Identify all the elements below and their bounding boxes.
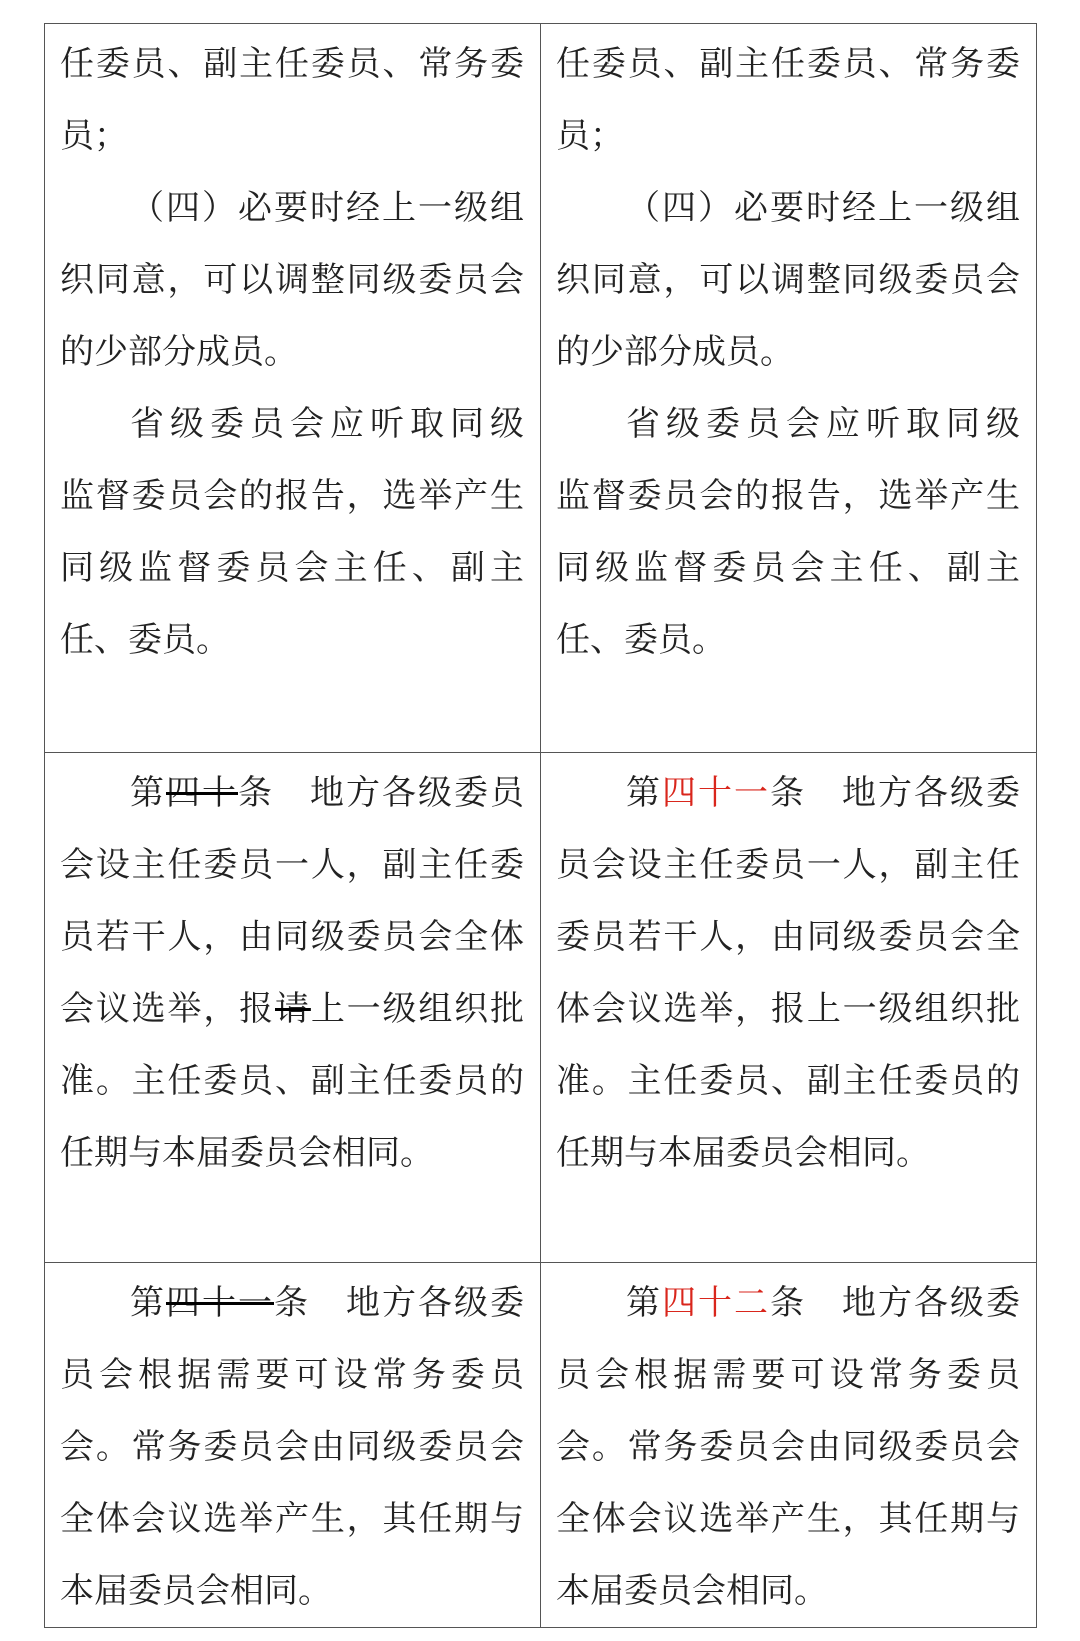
text-line bbox=[556, 604, 1020, 676]
text-segment: 省级委员会应听取同级 bbox=[130, 404, 524, 444]
text-segment: 任、委员。 bbox=[60, 620, 230, 660]
text-segment: 会。常务委员会由同级委员会 bbox=[556, 1427, 1020, 1467]
text-line bbox=[60, 460, 524, 532]
original-text-cell bbox=[45, 753, 541, 1263]
text-line bbox=[60, 1267, 524, 1339]
text-line bbox=[556, 316, 1020, 388]
text-segment: 体会议选举，报上一级组织批 bbox=[556, 989, 1020, 1029]
text-segment: 第 bbox=[130, 1283, 166, 1323]
text-segment: 条 地方各级委 bbox=[274, 1283, 524, 1323]
text-line bbox=[60, 244, 524, 316]
text-line bbox=[556, 1555, 1020, 1627]
text-line bbox=[60, 28, 524, 100]
text-line bbox=[556, 1339, 1020, 1411]
text-segment: 的少部分成员。 bbox=[60, 332, 298, 372]
text-segment: 监督委员会的报告，选举产生 bbox=[556, 476, 1020, 516]
text-line bbox=[60, 1555, 524, 1627]
text-line bbox=[60, 757, 524, 829]
text-segment: 全体会议选举产生，其任期与 bbox=[60, 1499, 524, 1539]
text-segment: 任、委员。 bbox=[556, 620, 726, 660]
text-line bbox=[60, 532, 524, 604]
deleted-text: 四十 bbox=[166, 773, 238, 813]
text-line bbox=[60, 973, 524, 1045]
text-segment: 会设主任委员一人，副主任委 bbox=[60, 845, 524, 885]
text-segment: 任委员、副主任委员、常务委 bbox=[556, 44, 1020, 84]
text-line bbox=[556, 901, 1020, 973]
table-row bbox=[45, 753, 1037, 1263]
text-segment: 员会设主任委员一人，副主任 bbox=[556, 845, 1020, 885]
text-line bbox=[556, 1117, 1020, 1189]
text-line bbox=[60, 1411, 524, 1483]
text-line bbox=[556, 757, 1020, 829]
text-segment: （四）必要时经上一级组 bbox=[130, 188, 524, 228]
text-segment: 织同意，可以调整同级委员会 bbox=[556, 260, 1020, 300]
text-segment: 条 地方各级委 bbox=[770, 773, 1020, 813]
text-segment: 本届委员会相同。 bbox=[60, 1571, 332, 1611]
text-segment: 条 地方各级委员 bbox=[238, 773, 524, 813]
text-segment: （四）必要时经上一级组 bbox=[626, 188, 1020, 228]
text-line bbox=[60, 316, 524, 388]
text-line bbox=[60, 388, 524, 460]
text-line bbox=[60, 1117, 524, 1189]
text-segment: 员； bbox=[60, 116, 128, 156]
text-line bbox=[60, 100, 524, 172]
text-segment: 任期与本届委员会相同。 bbox=[60, 1133, 434, 1173]
deleted-text: 四十一 bbox=[166, 1283, 274, 1323]
added-text: 四十二 bbox=[662, 1283, 770, 1323]
text-segment: 条 地方各级委 bbox=[770, 1283, 1020, 1323]
text-line bbox=[556, 460, 1020, 532]
deleted-text: 请 bbox=[275, 989, 311, 1029]
text-line bbox=[556, 1411, 1020, 1483]
original-text-cell bbox=[45, 24, 541, 753]
text-line bbox=[60, 604, 524, 676]
text-segment: 织同意，可以调整同级委员会 bbox=[60, 260, 524, 300]
original-text-cell bbox=[45, 1263, 541, 1628]
revised-text-cell bbox=[541, 1263, 1037, 1628]
text-segment: 全体会议选举产生，其任期与 bbox=[556, 1499, 1020, 1539]
text-line bbox=[556, 28, 1020, 100]
text-segment: 委员若干人，由同级委员会全 bbox=[556, 917, 1020, 957]
text-segment: 第 bbox=[130, 773, 166, 813]
text-line bbox=[556, 1267, 1020, 1339]
text-line bbox=[556, 973, 1020, 1045]
text-segment: 同级监督委员会主任、副主 bbox=[556, 548, 1020, 588]
text-line bbox=[60, 1339, 524, 1411]
text-line bbox=[556, 100, 1020, 172]
text-line bbox=[556, 1483, 1020, 1555]
text-line bbox=[556, 532, 1020, 604]
text-segment: 任委员、副主任委员、常务委 bbox=[60, 44, 524, 84]
text-line bbox=[556, 1045, 1020, 1117]
text-segment: 省级委员会应听取同级 bbox=[626, 404, 1020, 444]
text-line bbox=[556, 244, 1020, 316]
revised-text-cell bbox=[541, 753, 1037, 1263]
text-line bbox=[60, 901, 524, 973]
table-row bbox=[45, 24, 1037, 753]
text-segment: 会议选举，报 bbox=[60, 989, 275, 1029]
text-segment: 第 bbox=[626, 1283, 662, 1323]
text-line bbox=[556, 829, 1020, 901]
text-segment: 准。主任委员、副主任委员的 bbox=[556, 1061, 1020, 1101]
text-segment: 监督委员会的报告，选举产生 bbox=[60, 476, 524, 516]
revised-text-cell bbox=[541, 24, 1037, 753]
text-line bbox=[556, 388, 1020, 460]
text-segment: 第 bbox=[626, 773, 662, 813]
text-segment: 本届委员会相同。 bbox=[556, 1571, 828, 1611]
text-segment: 员会根据需要可设常务委员 bbox=[556, 1355, 1020, 1395]
text-line bbox=[60, 1045, 524, 1117]
text-segment: 同级监督委员会主任、副主 bbox=[60, 548, 524, 588]
text-line bbox=[60, 829, 524, 901]
text-segment: 的少部分成员。 bbox=[556, 332, 794, 372]
text-segment: 会。常务委员会由同级委员会 bbox=[60, 1427, 524, 1467]
added-text: 四十一 bbox=[662, 773, 770, 813]
text-segment: 员若干人，由同级委员会全体 bbox=[60, 917, 524, 957]
text-line bbox=[60, 172, 524, 244]
text-line bbox=[60, 1483, 524, 1555]
comparison-table bbox=[44, 23, 1037, 1628]
table-row bbox=[45, 1263, 1037, 1628]
text-segment: 任期与本届委员会相同。 bbox=[556, 1133, 930, 1173]
text-line bbox=[556, 172, 1020, 244]
text-segment: 员会根据需要可设常务委员 bbox=[60, 1355, 524, 1395]
text-segment: 准。主任委员、副主任委员的 bbox=[60, 1061, 524, 1101]
text-segment: 员； bbox=[556, 116, 624, 156]
text-segment: 上一级组织批 bbox=[310, 989, 525, 1029]
